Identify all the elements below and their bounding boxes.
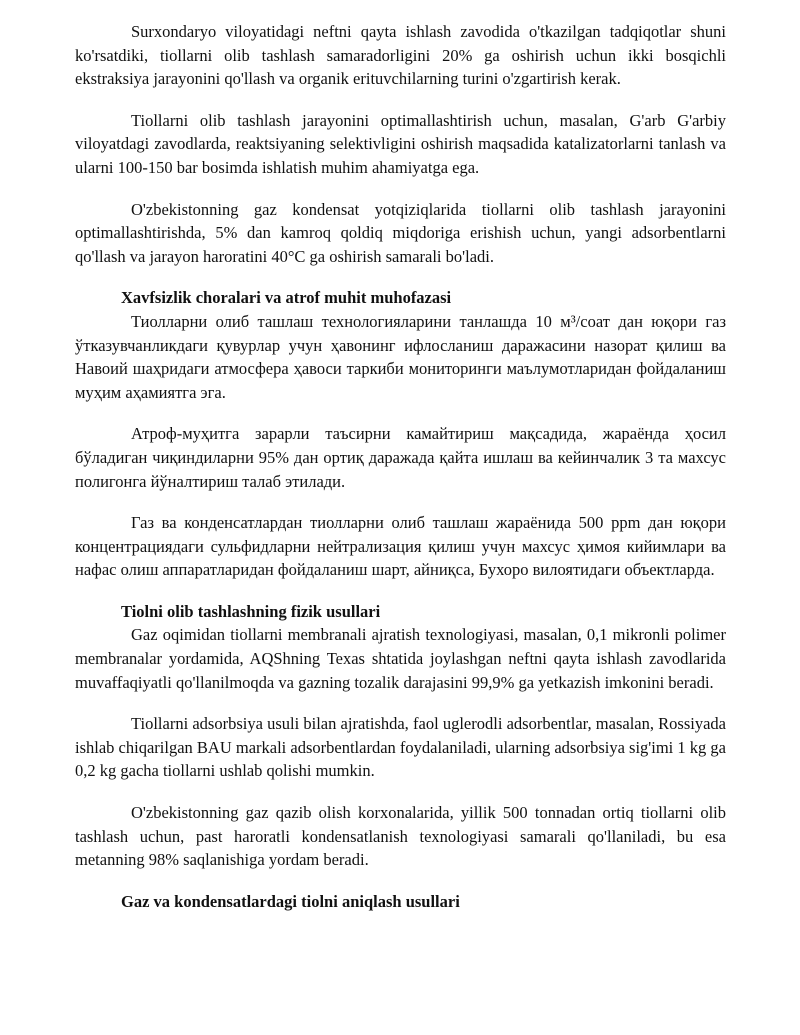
paragraph-surxondaryo: Surxondaryo viloyatidagi neftni qayta ishlash zavodida o'tkazilgan tadqiqotlar shuni ko'rsatdiki, tiollarni olib tashlash samaradorligini 20% ga oshirish uchun ikki bosqichli ekstraksiya jarayonini qo'llash va organik erituvchilarning turini o'zgartirish kerak. [75, 22, 726, 89]
section-heading-detection-methods: Gaz va kondensatlardagi tiolni aniqlash usullari [121, 891, 460, 911]
paragraph-waste-recycling: Атроф-муҳитга зарарли таъсирни камайтириш мақсадида, жараёнда ҳосил бўладиган чиқиндиларни 95% дан ортиқ даражада қайта ишлаш ва кейинчалик 3 та махсус полигонга йўналтириш талаб этилади. [75, 424, 726, 491]
section-heading-safety: Xavfsizlik choralari va atrof muhit muhofazasi [121, 288, 452, 308]
paragraph-membrane-separation: Gaz oqimidan tiollarni membranali ajratish texnologiyasi, masalan, 0,1 mikronli polimer membranalar yordamida, AQShning Texas shtatida joylashgan neftni qayta ishlash zavodlarida muvaffaqiyatli qo'llanilmoqda va gazning tozalik darajasini 99,9% ga yetkazish imkonini beradi. [75, 625, 726, 692]
section-heading-physical-methods: Tiolni olib tashlashning fizik usullari [121, 601, 381, 621]
paragraph-protective-equipment: Газ ва конденсатлардан тиолларни олиб ташлаш жараёнида 500 ppm дан юқори концентрациядаги сульфидларни нейтрализация қилиш учун махсус ҳимоя кийимлари ва нафас олиш аппаратларидан фойдаланиш шарт, айниқса, Бухоро вилоятидаги объектларда. [75, 513, 726, 580]
paragraph-air-monitoring: Тиолларни олиб ташлаш технологияларини танлашда 10 м³/соат дан юқори газ ўтказувчанликдаги қувурлар учун ҳавонинг ифлосланиш даражасини назорат қилиш ва Навоий шаҳридаги атмосфера ҳавоси таркиби мониторинги маълумотларидан фойдаланиш муҳим аҳамиятга эга. [75, 311, 726, 402]
paragraph-catalyst-selection: Tiollarni olib tashlash jarayonini optimallashtirish uchun, masalan, G'arb G'arbiy viloyatdagi zavodlarda, reaktsiyaning selektivligini oshirish maqsadida katalizatorlarni tanlash va ularni 100-150 bar bosimda ishlatish muhim ahamiyatga ega. [75, 110, 726, 177]
paragraph-adsorption: Tiollarni adsorbsiya usuli bilan ajratishda, faol uglerodli adsorbentlar, masalan, Rossiyada ishlab chiqarilgan BAU markali adsorbentlardan foydalaniladi, ularning adsorbsiya sig'imi 1 kg ga 0,2 kg gacha tiollarni ushlab qolishi mumkin. [75, 714, 726, 781]
paragraph-low-temperature-condensation: O'zbekistonning gaz qazib olish korxonalarida, yillik 500 tonnadan ortiq tiollarni olib tashlash uchun, past haroratli kondensatlanish texnologiyasi samarali qo'llaniladi, bu esa metanning 98% saqlanishiga yordam beradi. [75, 803, 726, 870]
paragraph-gas-condensate-optimization: O'zbekistonning gaz kondensat yotqiziqlarida tiollarni olib tashlash jarayonini optimallashtirishda, 5% dan kamroq qoldiq miqdoriga erishish uchun, yangi adsorbentlarni qo'llash va jarayon haroratini 40°C ga oshirish samarali bo'ladi. [75, 199, 726, 266]
document-page [75, 20, 726, 913]
